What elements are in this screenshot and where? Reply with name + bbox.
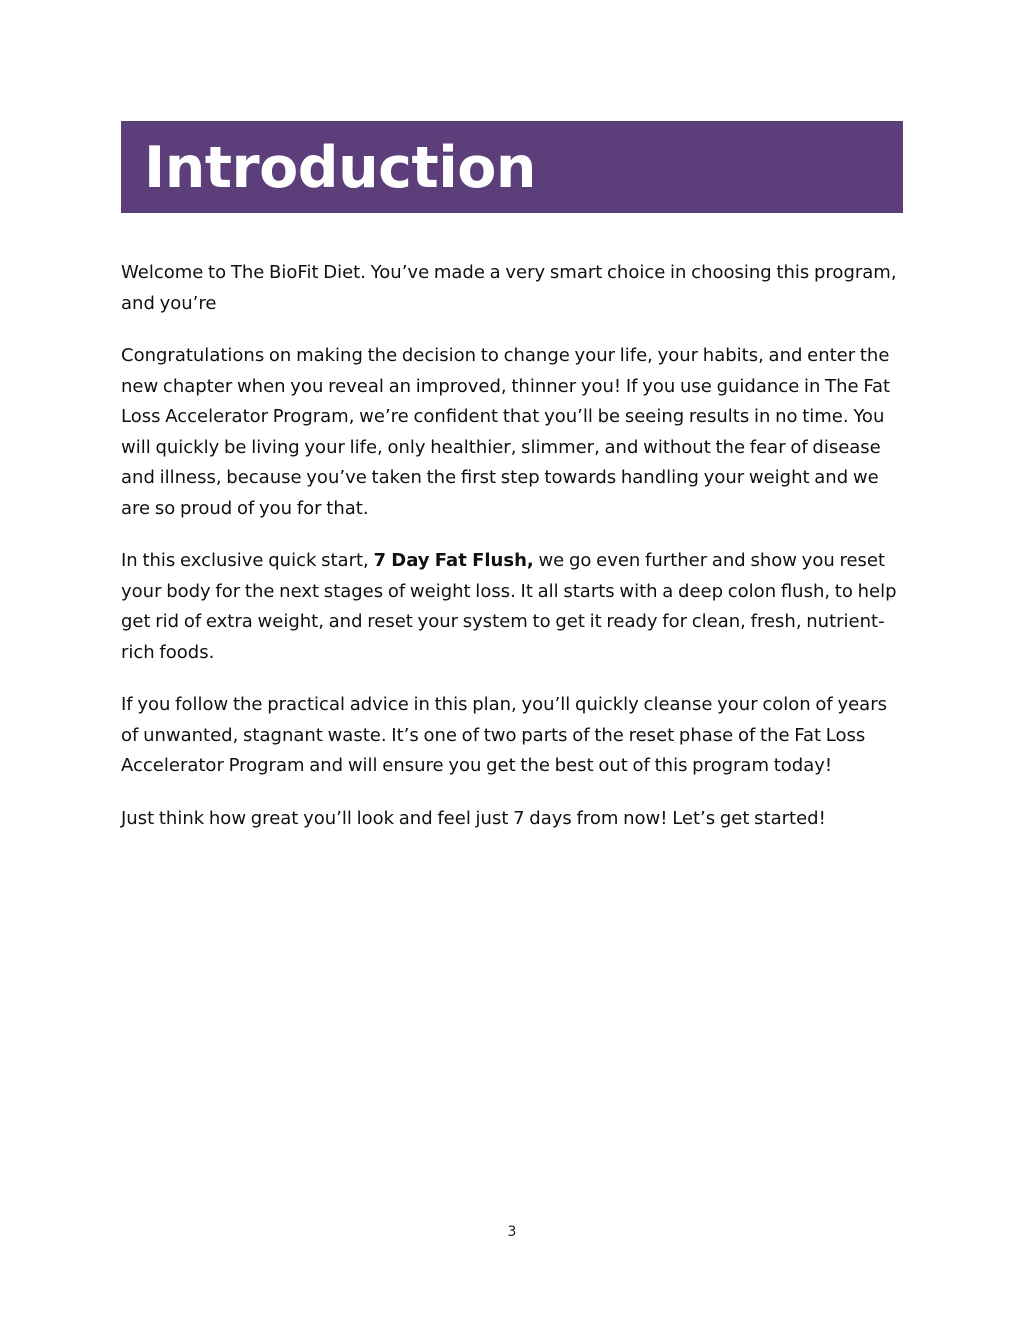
paragraph-closing: Just think how great you’ll look and feel just 7 days from now! Let’s get started!: [121, 807, 826, 829]
program-name-bold: 7 Day Fat Flush,: [373, 550, 534, 571]
paragraph-welcome: Welcome to The BioFit Diet. You’ve made a very smart choice in choosing this program, and you’re: [121, 262, 897, 314]
body-text: [121, 258, 903, 856]
paragraph-congratulations: Congratulations on making the decision to change your life, your habits, and enter the new chapter when you reveal an improved, thinner you! If you use guidance in The Fat Loss Accelerator Program, we’re confident that you’ll be seeing results in no time. You will quickly be living your life, only healthier, slimmer, and without the fear of disease and illness, because you’ve taken the first step towards handling your weight and we are so proud of you for that.: [121, 345, 891, 519]
paragraph-quick-start-before: In this exclusive quick start,: [121, 550, 374, 571]
page-number: 3: [507, 1224, 517, 1240]
title-banner: [121, 121, 903, 213]
paragraph-quick-start: [121, 546, 903, 668]
paragraph-quick-start-after: we go even further and show you reset your body for the next stages of weight loss. It all starts with a deep colon flush, to help get rid of extra weight, and reset your system to get it ready for clean, fresh, nutrient-rich foods.: [121, 550, 897, 663]
page-title: Introduction: [144, 135, 536, 201]
paragraph-advice: If you follow the practical advice in this plan, you’ll quickly cleanse your colon of years of unwanted, stagnant waste. It’s one of two parts of the reset phase of the Fat Loss Accelerator Program and will ensure you get the best out of this program today!: [121, 694, 887, 776]
